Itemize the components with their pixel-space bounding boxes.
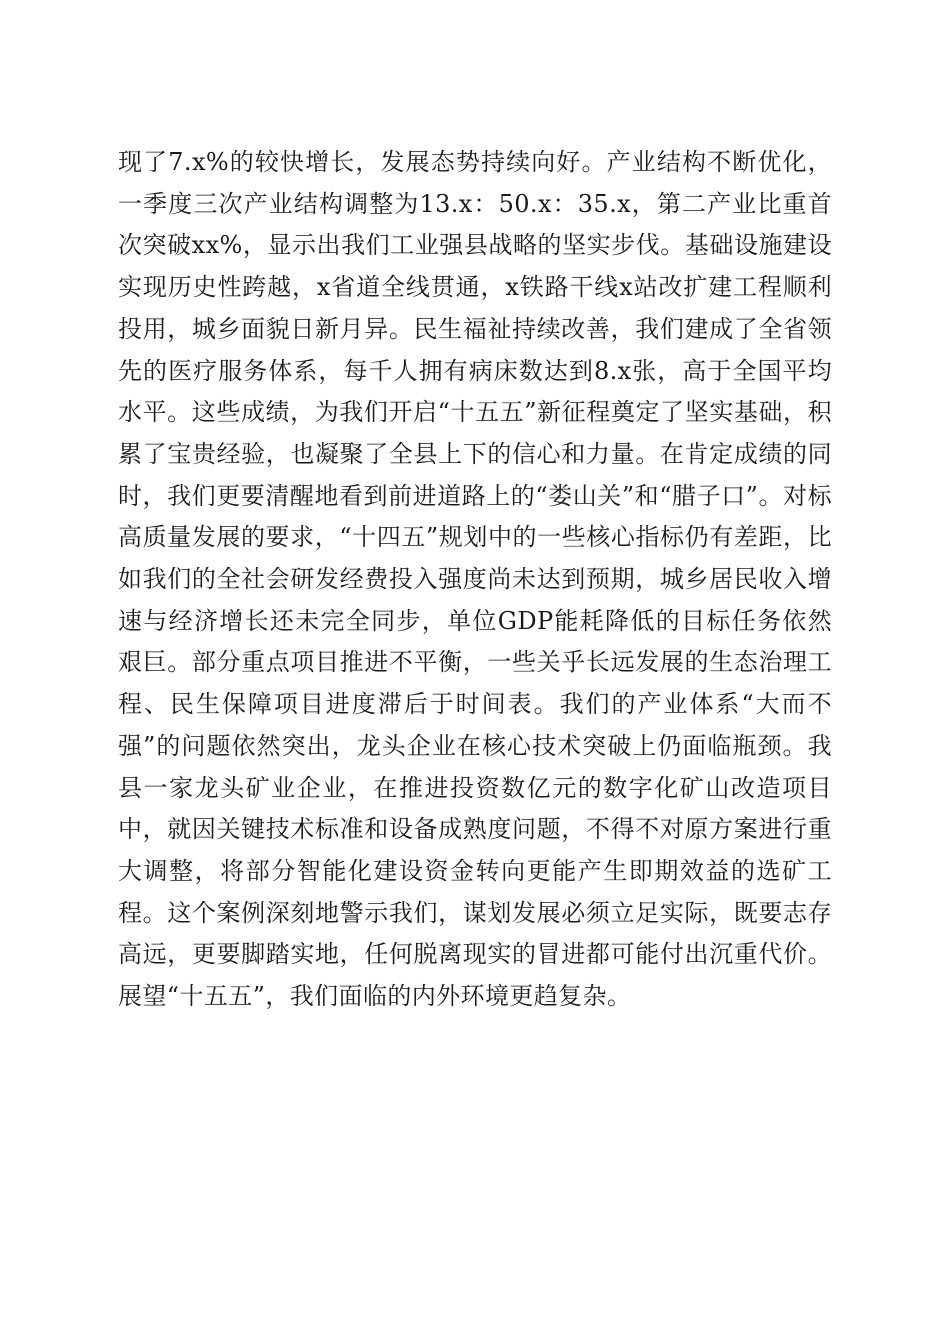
body-paragraph: 现了7.x%的较快增长，发展态势持续向好。产业结构不断优化，一季度三次产业结构调整为13.x：50.x：35.x，第二产业比重首次突破xx%，显示出我们工业强县战略的坚实步伐。基础设施建设实现历史性跨越，x省道全线贯通，x铁路干线x站改扩建工程顺利投用，城乡面貌日新月异。民生福祉持续改善，我们建成了全省领先的医疗服务体系，每千人拥有病床数达到8.x张，高于全国平均水平。这些成绩，为我们开启“十五五”新征程奠定了坚实基础，积累了宝贵经验，也凝聚了全县上下的信心和力量。在肯定成绩的同时，我们更要清醒地看到前进道路上的“娄山关”和“腊子口”。对标高质量发展的要求，“十四五”规划中的一些核心指标仍有差距，比如我们的全社会研发经费投入强度尚未达到预期，城乡居民收入增速与经济增长还未完全同步，单位GDP能耗降低的目标任务依然艰巨。部分重点项目推进不平衡，一些关乎长远发展的生态治理工程、民生保障项目进度滞后于时间表。我们的产业体系“大而不强”的问题依然突出，龙头企业在核心技术突破上仍面临瓶颈。我县一家龙头矿业企业，在推进投资数亿元的数字化矿山改造项目中，就因关键技术标准和设备成熟度问题，不得不对原方案进行重大调整，将部分智能化建设资金转向更能产生即期效益的选矿工程。这个案例深刻地警示我们，谋划发展必须立足实际，既要志存高远，更要脚踏实地，任何脱离现实的冒进都可能付出沉重代价。展望“十五五”，我们面临的内外环境更趋复杂。 bbox=[118, 148, 832, 1011]
